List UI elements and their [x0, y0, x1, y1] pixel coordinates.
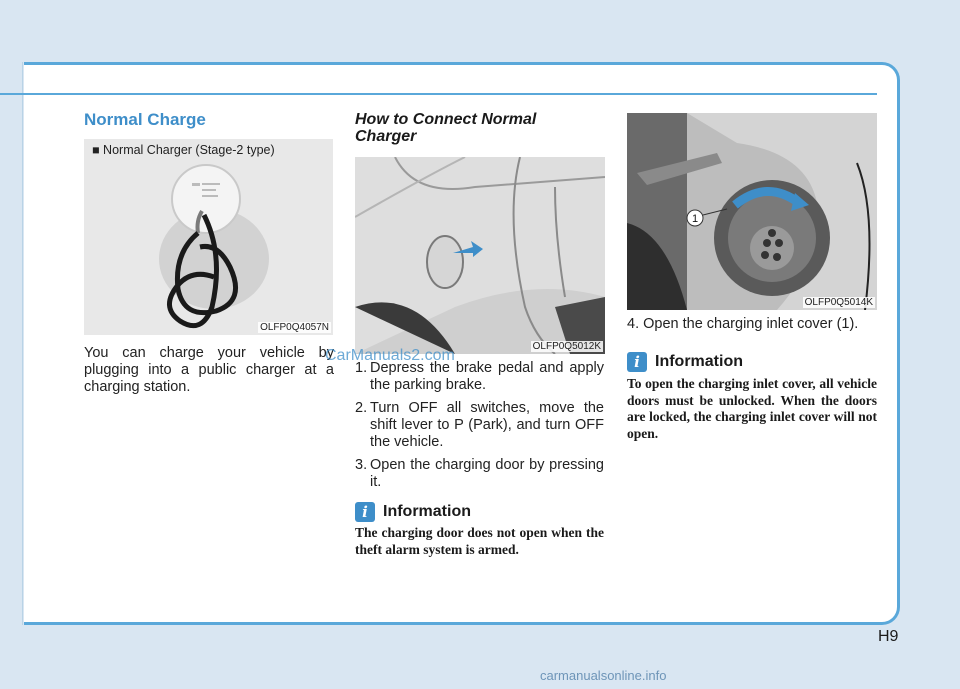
normal-charge-paragraph: You can charge your vehicle by plugging into a public charger at a charging station.: [84, 345, 334, 395]
info-icon: i: [355, 502, 375, 522]
info-text: The charging door does not open when the theft alarm system is armed.: [355, 525, 604, 557]
caption-text: Normal Charger (Stage-2 type): [103, 143, 275, 157]
step-number: 2.: [355, 400, 368, 416]
info-heading: [355, 502, 471, 522]
step-item: [355, 400, 604, 451]
step-number: 1.: [355, 360, 368, 376]
figure-caption: [92, 143, 275, 157]
how-to-connect-title: How to Connect Normal Charger: [355, 111, 537, 145]
figure-code: OLFP0Q5014K: [804, 297, 873, 308]
info-icon: i: [627, 352, 647, 372]
left-margin-line: [22, 62, 23, 625]
step-item: [355, 360, 604, 394]
car-side-illustration: [355, 157, 605, 354]
info-text: To open the charging inlet cover, all vehicle doors must be unlocked. When the doors are locked, the charging inlet cover will not open.: [627, 376, 877, 441]
watermark: CarManuals2.com: [325, 347, 455, 364]
info-heading-label: Information: [383, 503, 471, 520]
header-rule: [0, 93, 877, 95]
step-item: [355, 457, 604, 491]
page-number: H9: [878, 628, 899, 645]
callout-number: 1: [691, 213, 699, 225]
charging-inlet-figure: [627, 113, 877, 310]
step-number: 3.: [355, 457, 368, 473]
caption-marker: ■: [92, 143, 100, 157]
connect-steps: [355, 360, 604, 497]
step-text: Depress the brake pedal and apply the parking brake.: [370, 360, 604, 393]
footer-watermark: carmanualsonline.info: [540, 668, 667, 683]
section-title: Normal Charge: [84, 110, 206, 129]
step-4-text: 4. Open the charging inlet cover (1).: [627, 316, 859, 332]
step-text: Open the charging door by pressing it.: [370, 457, 604, 490]
charger-figure: [84, 139, 333, 335]
figure-code: OLFP0Q5012K: [532, 341, 601, 352]
figure-code: OLFP0Q4057N: [260, 322, 329, 333]
inlet-illustration: [627, 113, 877, 310]
step-text: Turn OFF all switches, move the shift lever to P (Park), and turn OFF the vehicle.: [370, 400, 604, 450]
info-heading: [627, 352, 743, 372]
charger-illustration: [84, 139, 333, 335]
charging-door-figure: [355, 157, 605, 354]
info-heading-label: Information: [655, 353, 743, 370]
